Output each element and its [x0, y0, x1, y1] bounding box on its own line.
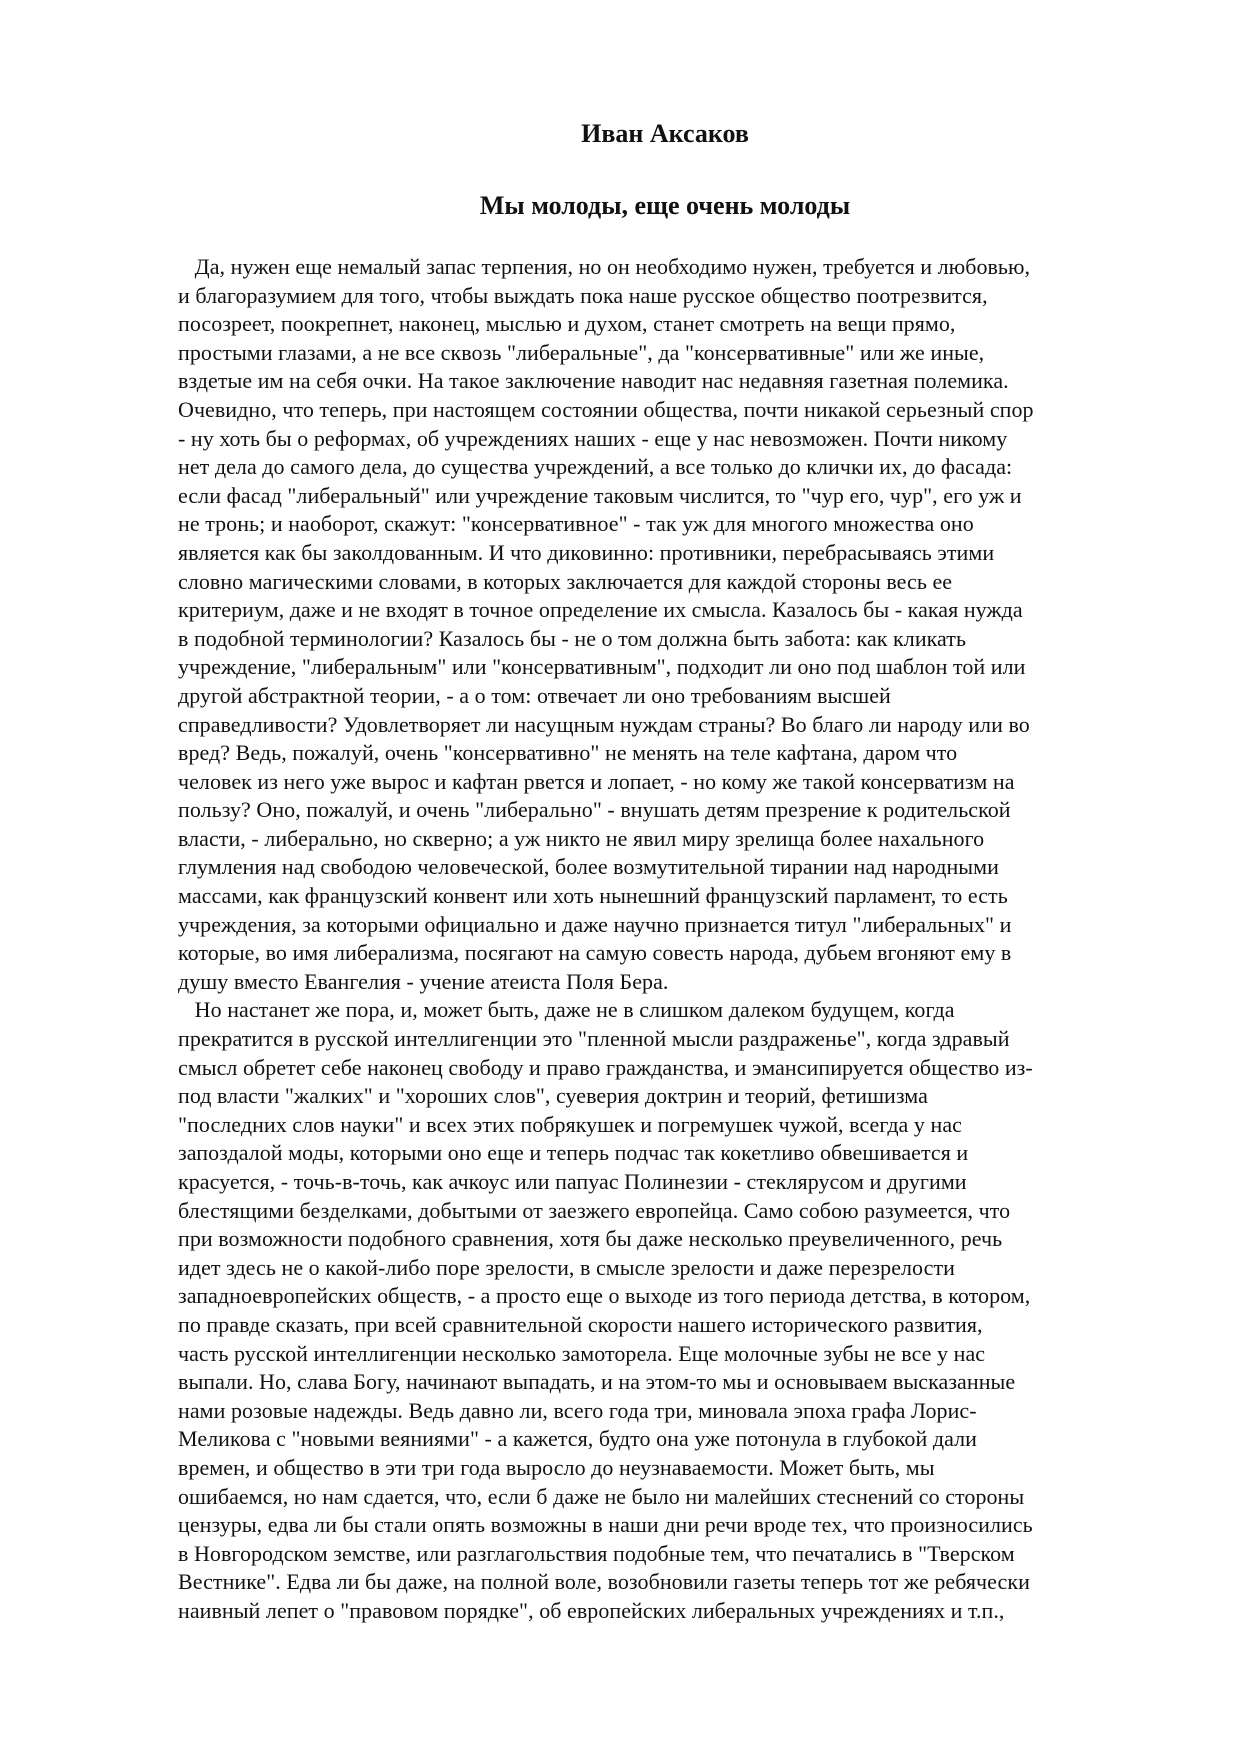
text-line: блестящими безделками, добытыми от заезжего европейца. Само собою разумеется, что — [178, 1197, 1011, 1223]
text-line: "последних слов науки" и всех этих побрякушек и погремушек чужой, всегда у нас — [178, 1111, 962, 1137]
text-line: нами розовые надежды. Ведь давно ли, всего года три, миновала эпоха графа Лорис- — [178, 1397, 977, 1423]
text-line: выпали. Но, слава Богу, начинают выпадать, и на этом-то мы и основываем высказанные — [178, 1369, 1016, 1395]
text-line: простыми глазами, а не все сквозь "либеральные", да "консервативные" или же иные, — [178, 339, 985, 365]
text-line: пользу? Оно, пожалуй, и очень "либерально" - внушать детям презрение к родительской — [178, 797, 1011, 823]
text-line: справедливости? Удовлетворяет ли насущным нуждам страны? Во благо ли народу или во — [178, 711, 1030, 737]
text-line: вздетые им на себя очки. На такое заключение наводит нас недавняя газетная полемика. — [178, 368, 1009, 394]
text-line: Вестнике". Едва ли бы даже, на полной воле, возобновили газеты теперь тот же ребячески — [178, 1569, 1030, 1595]
text-line: ошибаемся, но нам сдается, что, если б даже не было ни малейших стеснений со стороны — [178, 1483, 1025, 1509]
text-line: которые, во имя либерализма, посягают на самую совесть народа, дубьем вгоняют ему в — [178, 940, 1012, 966]
text-line: запоздалой моды, которыми оно еще и теперь подчас так кокетливо обвешивается и — [178, 1140, 969, 1166]
text-line: Но настанет же пора, и, может быть, даже не в слишком далеком будущем, когда — [178, 997, 955, 1023]
text-line: идет здесь не о какой-либо поре зрелости, в смысле зрелости и даже перезрелости — [178, 1254, 955, 1280]
text-line: учреждение, "либеральным" или "консервативным", подходит ли оно под шаблон той или — [178, 654, 1026, 680]
text-line: в Новгородском земстве, или разглагольствия подобные тем, что печатались в "Тверском — [178, 1540, 1015, 1566]
text-line: Меликова с "новыми веяниями" - а кажется, будто она уже потонула в глубокой дали — [178, 1426, 977, 1452]
text-line: западноевропейских обществ, - а просто еще о выходе из того периода детства, в котором, — [178, 1283, 1031, 1309]
text-line: душу вместо Евангелия - учение атеиста Поля Бера. — [178, 968, 669, 994]
text-line: часть русской интеллигенции несколько замоторела. Еще молочные зубы не все у нас — [178, 1340, 986, 1366]
text-line: другой абстрактной теории, - а о том: отвечает ли оно требованиям высшей — [178, 682, 891, 708]
text-line: - ну хоть бы о реформах, об учреждениях наших - еще у нас невозможен. Почти никому — [178, 425, 1008, 451]
text-line: времен, и общество в эти три года выросло до неузнаваемости. Может быть, мы — [178, 1454, 935, 1480]
text-line: власти, - либерально, но скверно; а уж никто не явил миру зрелища более нахального — [178, 825, 985, 851]
text-line: критериум, даже и не входят в точное определение их смысла. Казалось бы - какая нужда — [178, 597, 1023, 623]
text-line: глумления над свободою человеческой, более возмутительной тирании над народными — [178, 854, 999, 880]
text-line: Очевидно, что теперь, при настоящем состоянии общества, почти никакой серьезный спор — [178, 396, 1034, 422]
text-line: цензуры, едва ли бы стали опять возможны в наши дни речи вроде тех, что произносились — [178, 1512, 1033, 1538]
text-line: нет дела до самого дела, до существа учреждений, а все только до клички их, до фасада: — [178, 454, 1013, 480]
text-line: Да, нужен еще немалый запас терпения, но он необходимо нужен, требуется и любовью, — [178, 254, 1031, 279]
text-line: при возможности подобного сравнения, хотя бы даже несколько преувеличенного, речь — [178, 1226, 1003, 1252]
article-title: Мы молоды, еще очень молоды — [479, 191, 851, 220]
text-line: если фасад "либеральный" или учреждение таковым числится, то "чур его, чур", его уж и — [178, 482, 1022, 508]
text-line: массами, как французский конвент или хоть нынешний французский парламент, то есть — [178, 883, 1008, 909]
text-line: наивный лепет о "правовом порядке", об европейских либеральных учреждениях и т.п., — [178, 1597, 1005, 1623]
text-line: вред? Ведь, пожалуй, очень "консервативно" не менять на теле кафтана, даром что — [178, 740, 958, 766]
article-body — [178, 253, 1148, 1626]
author-name: Иван Аксаков — [581, 119, 749, 148]
text-line: является как бы заколдованным. И что диковинно: противники, перебрасываясь этими — [178, 539, 995, 565]
text-line: посозреет, поокрепнет, наконец, мыслью и духом, станет смотреть на вещи прямо, — [178, 311, 956, 337]
text-line: не тронь; и наоборот, скажут: "консервативное" - так уж для многого множества оно — [178, 511, 974, 537]
text-line: и благоразумием для того, чтобы выждать пока наше русское общество поотрезвится, — [178, 282, 988, 308]
text-line: красуется, - точь-в-точь, как ачкоус или папуас Полинезии - стеклярусом и другими — [178, 1169, 967, 1194]
text-line: смысл обретет себе наконец свободу и право гражданства, и эмансипируется общество из- — [178, 1054, 1033, 1080]
text-line: под власти "жалких" и "хороших слов", суеверия доктрин и теорий, фетишизма — [178, 1083, 928, 1109]
text-line: в подобной терминологии? Казалось бы - не о том должна быть забота: как кликать — [178, 625, 967, 651]
text-line: словно магическими словами, в которых заключается для каждой стороны весь ее — [178, 568, 953, 594]
text-line: прекратится в русской интеллигенции это "пленной мысли раздраженье", когда здравый — [178, 1026, 1010, 1052]
text-line: человек из него уже вырос и кафтан рвется и лопает, - но кому же такой консерватизм на — [178, 768, 1015, 794]
text-line: учреждения, за которыми официально и даже научно признается титул "либеральных" и — [178, 911, 1012, 937]
text-line: по правде сказать, при всей сравнительной скорости нашего исторического развития, — [178, 1311, 983, 1337]
